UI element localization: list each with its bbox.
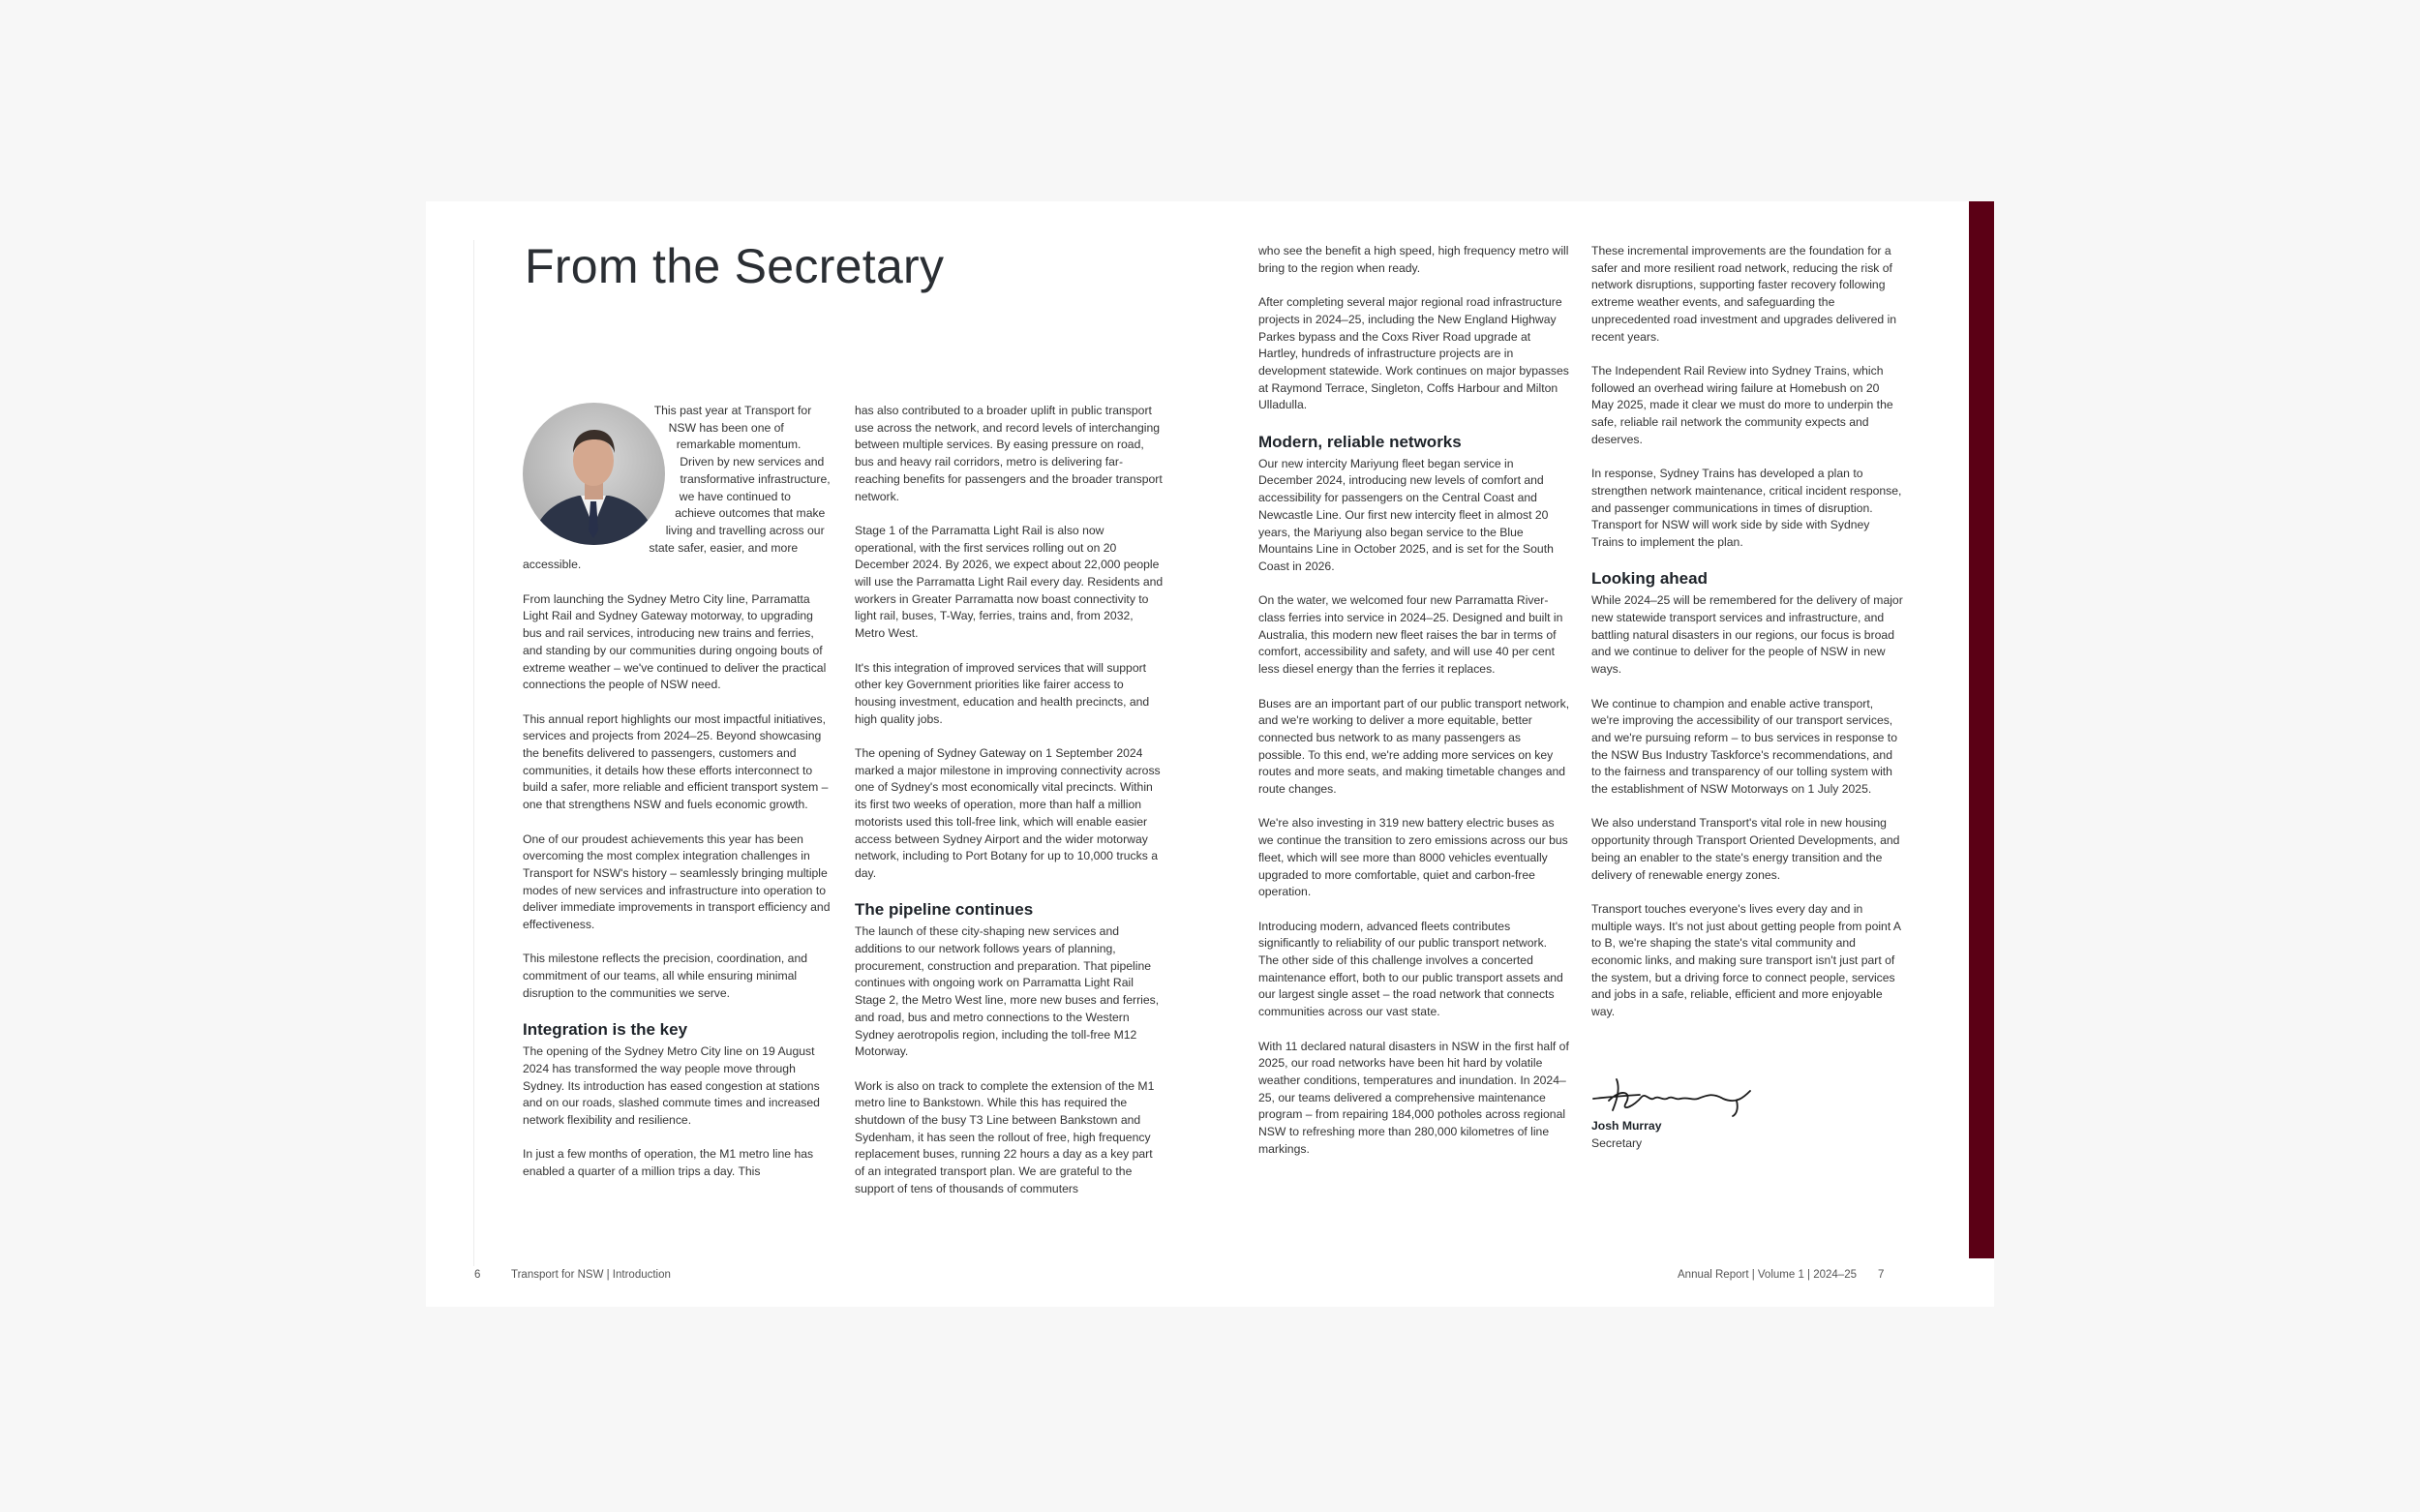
right-page <box>1210 201 1994 1307</box>
paragraph: It's this integration of improved services that will support other key Government priorities like fairer access to housing investment, education and health precincts, and high quality jobs. <box>855 660 1150 726</box>
paragraph: Introducing modern, advanced fleets contributes significantly to reliability of our public transport network. The other side of this challenge involves a concerted maintenance effort, both to our public transport assets and our largest single asset – the road network that connects communities across our vast state. <box>1258 919 1563 1019</box>
paragraph: Stage 1 of the Parramatta Light Rail is also now operational, with the first services rolling out on 20 December 2024. By 2026, we expect about 22,000 people will use the Parramatta Light Rail every day. Residents and workers in Greater Parramatta now boast connectivity to light rail, buses, T-Way, ferries, trains and, from 2032, Metro West. <box>855 523 1164 641</box>
paragraph: One of our proudest achievements this year has been overcoming the most complex integration challenges in Transport for NSW's history – seamlessly bringing multiple modes of new services and infrastructure into operation to deliver immediate improvements in transport efficiency and effectiveness. <box>523 832 831 932</box>
section-heading: Modern, reliable networks <box>1258 432 1462 451</box>
paragraph: This annual report highlights our most impactful initiatives, services and projects from 2024–25. Beyond showcasing the benefits delivered to passengers, customers and communities, it details how these efforts interconnect to build a safer, more reliable and efficient transport system – one that strengthens NSW and fuels economic growth. <box>523 711 829 812</box>
paragraph: Transport touches everyone's lives every day and in multiple ways. It's not just about getting people from point A to B, we're shaping the state's vital community and economic links, and making sure transport isn't just part of the system, but a driving force to connect people, services and jobs in a safe, reliable, efficient and more enjoyable way. <box>1591 901 1901 1019</box>
paragraph: who see the benefit a high speed, high frequency metro will bring to the region when ready. <box>1258 244 1569 275</box>
column-2 <box>855 403 1165 1215</box>
document-spread <box>426 201 1994 1307</box>
column-4 <box>1591 243 1903 1152</box>
footer-left-label: Transport for NSW | Introduction <box>511 1269 671 1281</box>
paragraph: We're also investing in 319 new battery electric buses as we continue the transition to zero emissions across our bus fleet, which will see more than 8000 vehicles eventually upgraded to more comfortable, quiet and carbon-free operation. <box>1258 816 1568 899</box>
paragraph: From launching the Sydney Metro City line, Parramatta Light Rail and Sydney Gateway motorway, to upgrading bus and rail services, introducing new trains and ferries, and standing by our communities during ongoing bouts of extreme weather – we've continued to deliver the practical connections the people of NSW need. <box>523 591 827 692</box>
page-title: From the Secretary <box>525 239 945 293</box>
paragraph: We also understand Transport's vital role in new housing opportunity through Transport Oriented Developments, and being an enabler to the state's energy transition and the delivery of renewable energy zones. <box>1591 816 1900 882</box>
column-3 <box>1258 243 1570 1175</box>
signer-role: Secretary <box>1591 1135 1643 1150</box>
column-1 <box>523 403 832 1198</box>
paragraph: In response, Sydney Trains has developed a plan to strengthen network maintenance, critical incident response, and passenger communications in times of disruption. Transport for NSW will work side by side with Sydney Trains to implement the plan. <box>1591 467 1902 549</box>
paragraph: These incremental improvements are the foundation for a safer and more resilient road network, reducing the risk of network disruptions, supporting faster recovery following extreme weather events, and safeguarding the unprecedented road investment and upgrades delivered in recent years. <box>1591 244 1897 344</box>
paragraph: After completing several major regional road infrastructure projects in 2024–25, including the New England Highway Parkes bypass and the Coxs River Road upgrade at Hartley, hundreds of infrastructure projects are in development statewide. Work continues on major bypasses at Raymond Terrace, Singleton, Coffs Harbour and Milton Ulladulla. <box>1258 295 1569 412</box>
paragraph: On the water, we welcomed four new Parramatta River-class ferries into service in 2024–25. Designed and built in Australia, this modern new fleet raises the bar in terms of comfort, accessibility and safety, and will use 40 per cent less diesel energy than the ferries it replaces. <box>1258 593 1563 677</box>
paragraph: Buses are an important part of our public transport network, and we're working to deliver a more equitable, better connected bus network to as many passengers as possible. To this end, we're adding more services on key routes and more seats, and making timetable changes and route changes. <box>1258 696 1570 797</box>
accent-bar <box>1969 201 1994 1258</box>
signature <box>1591 1072 1756 1118</box>
paragraph: has also contributed to a broader uplift in public transport use across the network, and record levels of interchanging between multiple services. By easing pressure on road, bus and heavy rail corridors, metro is delivering far-reaching benefits for passengers and the broader transport network. <box>855 404 1163 503</box>
paragraph: While 2024–25 will be remembered for the delivery of major new statewide transport services and infrastructure, and battling natural disasters in our regions, our focus is broad and we continue to deliver for the people of NSW in new ways. <box>1591 593 1903 677</box>
section-heading: Integration is the key <box>523 1020 688 1040</box>
paragraph: The opening of Sydney Gateway on 1 September 2024 marked a major milestone in improving connectivity across one of Sydney's most economically vital precincts. Within its first two weeks of operation, more than half a million motorists used this toll-free link, which will enable easier access between Sydney Airport and the wider motorway network, including to Port Botany for up to 10,000 trucks a day. <box>855 746 1161 880</box>
section-heading: Looking ahead <box>1591 569 1708 589</box>
signer-name: Josh Murray <box>1591 1118 1662 1133</box>
paragraph: With 11 declared natural disasters in NSW in the first half of 2025, our road networks have been hit hard by volatile weather conditions, temperatures and inundation. In 2024–25, our teams delivered a comprehensive maintenance program – from repairing 184,000 potholes across regional NSW to refreshing more than 280,000 kilometres of line markings. <box>1258 1039 1569 1156</box>
paragraph: This milestone reflects the precision, coordination, and commitment of our teams, all while ensuring minimal disruption to the communities we serve. <box>523 952 808 1000</box>
section-heading: The pipeline continues <box>855 900 1034 920</box>
footer-left-page-number: 6 <box>474 1269 481 1281</box>
paragraph: Our new intercity Mariyung fleet began service in December 2024, introducing new levels of comfort and accessibility for passengers on the Central Coast and Newcastle Line. Our first new intercity fleet in almost 20 years, the Mariyung also began service to the Blue Mountains Line in October 2025, and is set for the South Coast in 2026. <box>1258 456 1554 573</box>
page-edge-line <box>473 240 474 1266</box>
footer-right-label: Annual Report | Volume 1 | 2024–25 <box>1678 1269 1857 1281</box>
paragraph: This past year at Transport for NSW has been one of remarkable momentum. Driven by new services and transformative infrastructure, we have continued to achieve outcomes that make living and travelling across our state safer, easier, and more accessible. <box>523 404 831 572</box>
paragraph: The Independent Rail Review into Sydney Trains, which followed an overhead wiring failure at Homebush on 20 May 2025, made it clear we must do more to underpin the safe, reliable rail network the community expects and deserves. <box>1591 363 1893 446</box>
left-page <box>426 201 1210 1307</box>
secretary-portrait <box>523 403 665 545</box>
footer-right-page-number: 7 <box>1878 1269 1885 1281</box>
paragraph: We continue to champion and enable active transport, we're improving the accessibility of our transport services, and we're pursuing reform – to bus services in response to the NSW Bus Industry Taskforce's recommendations, and to the fairness and transparency of our tolling system with the establishment of NSW Motorways on 1 July 2025. <box>1591 696 1897 797</box>
paragraph: Work is also on track to complete the extension of the M1 metro line to Bankstown. While this has required the shutdown of the busy T3 Line between Bankstown and Sydenham, it has seen the rollout of free, high frequency replacement buses, running 22 hours a day as a key part of an integrated transport plan. We are grateful to the support of tens of thousands of commuters <box>855 1078 1155 1195</box>
paragraph: The launch of these city-shaping new services and additions to our network follows years of planning, procurement, construction and preparation. That pipeline continues with ongoing work on Parramatta Light Rail Stage 2, the Metro West line, more new buses and ferries, and road, bus and metro connections to the Western Sydney aerotropolis region, including the toll-free M12 Motorway. <box>855 924 1160 1059</box>
paragraph: In just a few months of operation, the M1 metro line has enabled a quarter of a million trips a day. This <box>523 1147 814 1179</box>
paragraph: The opening of the Sydney Metro City line on 19 August 2024 has transformed the way people move through Sydney. Its introduction has eased congestion at stations and on our roads, slashed commute times and increased network flexibility and resilience. <box>523 1044 820 1128</box>
